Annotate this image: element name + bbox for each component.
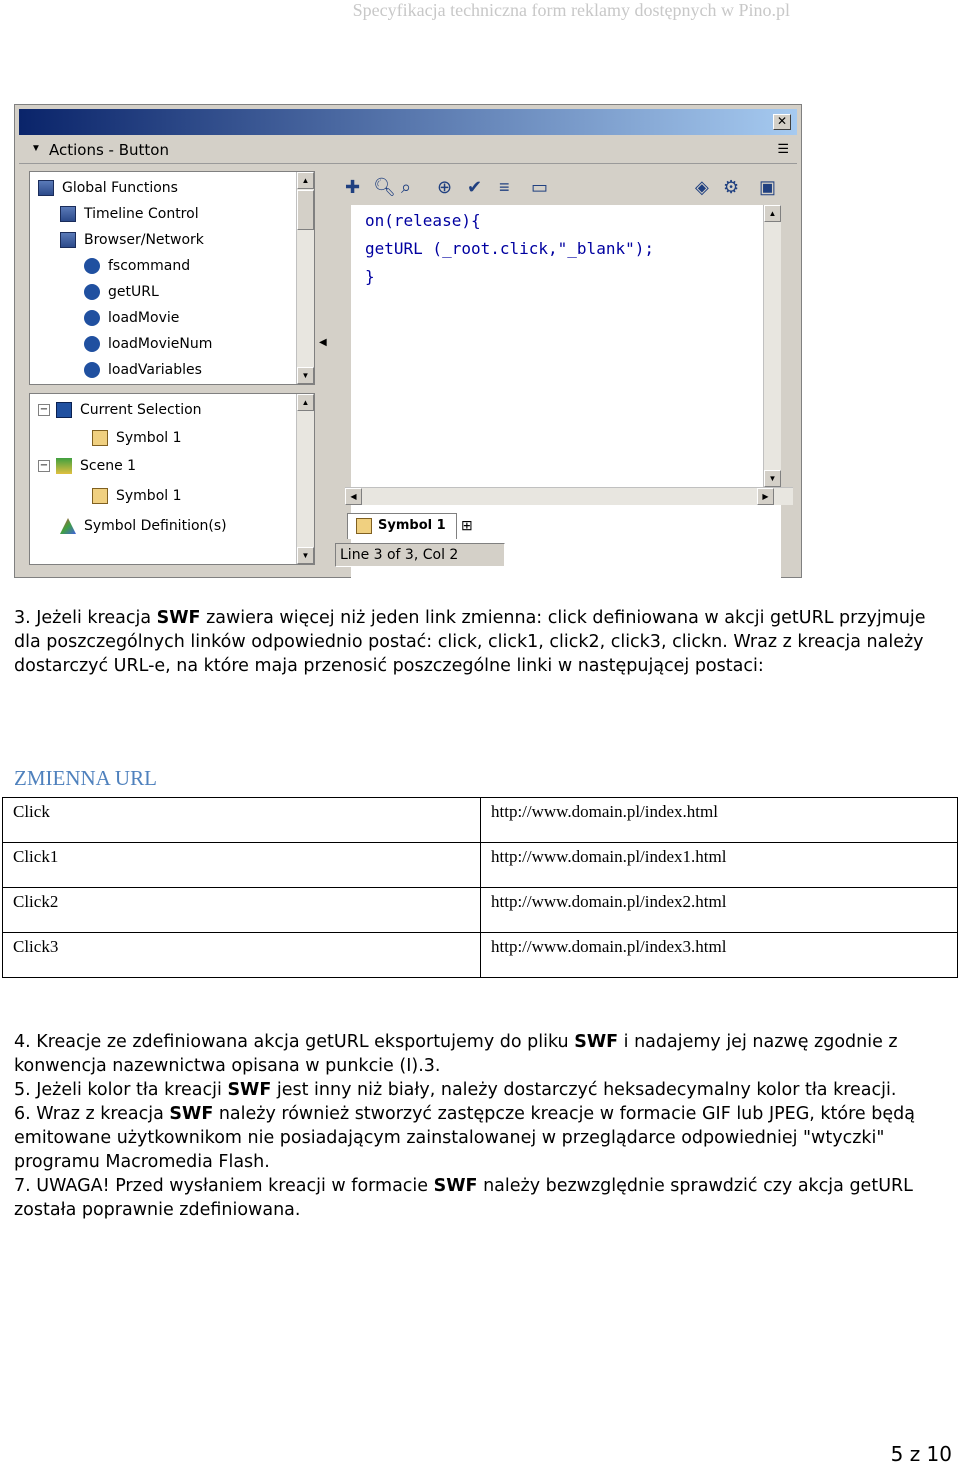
panel-menu-icon[interactable]: ☰ xyxy=(777,141,789,156)
code-line: getURL (_root.click,"_blank"); xyxy=(365,239,654,258)
panel-title: Actions - Button xyxy=(49,141,169,159)
scroll-left-icon[interactable]: ◀ xyxy=(345,488,362,505)
function-item[interactable]: Timeline Control xyxy=(60,206,199,222)
scroll-up-icon[interactable]: ▲ xyxy=(297,394,314,411)
symbol-icon xyxy=(92,430,108,446)
functions-pane xyxy=(29,171,315,385)
page-number: 5 z 10 xyxy=(890,1442,952,1466)
action-icon xyxy=(84,258,100,274)
panel-header xyxy=(19,137,797,164)
variable-cell: Click xyxy=(3,798,481,843)
function-item[interactable]: loadMovie xyxy=(84,310,179,326)
book-icon xyxy=(60,206,76,222)
url-table xyxy=(2,797,958,978)
selection-icon xyxy=(56,402,72,418)
tree-item[interactable]: Symbol 1 xyxy=(92,488,182,504)
target-icon[interactable]: ⊕ xyxy=(437,177,453,197)
scroll-right-icon[interactable]: ▶ xyxy=(757,488,774,505)
close-button[interactable]: ✕ xyxy=(773,114,791,130)
table-row xyxy=(3,933,958,978)
action-icon xyxy=(84,336,100,352)
function-item[interactable]: loadMovieNum xyxy=(84,336,212,352)
scroll-down-icon[interactable]: ▼ xyxy=(297,367,314,384)
book-icon xyxy=(38,180,54,196)
code-line: on(release){ xyxy=(365,211,481,230)
point-7: 7. UWAGA! Przed wysłaniem kreacji w formacie SWF należy bezwzględnie sprawdzić czy akcja getURL została poprawnie zdefiniowana. xyxy=(14,1176,913,1220)
hints-icon[interactable]: ▭ xyxy=(531,177,549,197)
function-item[interactable]: getURL xyxy=(84,284,159,300)
book-icon xyxy=(60,232,76,248)
collapse-arrow-icon[interactable]: ▼ xyxy=(31,143,41,154)
view-options-icon[interactable]: ▣ xyxy=(759,177,777,197)
tree-item[interactable]: − Scene 1 xyxy=(39,458,137,474)
tree-item[interactable]: − Current Selection xyxy=(39,402,202,418)
functions-scrollbar[interactable] xyxy=(296,172,314,384)
function-item[interactable]: loadVariables xyxy=(84,362,202,378)
table-row xyxy=(3,798,958,843)
title-bar xyxy=(19,109,797,135)
editor-hscrollbar[interactable] xyxy=(345,487,793,505)
function-item[interactable]: fscommand xyxy=(84,258,190,274)
variable-cell: Click1 xyxy=(3,843,481,888)
status-bar: Line 3 of 3, Col 2 xyxy=(335,543,505,567)
tree-pane xyxy=(29,393,315,565)
scroll-up-icon[interactable]: ▲ xyxy=(764,205,781,222)
points-list xyxy=(14,1030,954,1222)
symbol-icon xyxy=(356,518,372,534)
code-line: } xyxy=(365,267,375,286)
action-icon xyxy=(84,362,100,378)
find-icon[interactable]: 🔍︎ xyxy=(373,177,396,197)
scroll-up-icon[interactable]: ▲ xyxy=(297,172,314,189)
point-6: 6. Wraz z kreacja SWF należy również stworzyć zastępcze kreacje w formacie GIF lub JPEG, które będą emitowane użytkownikom nie posiadającym zainstalowanej w przeglądarce odpowiedniej "wtyczki" programu Macromedia Flash. xyxy=(14,1104,915,1172)
definition-icon xyxy=(60,518,76,534)
variable-cell: Click3 xyxy=(3,933,481,978)
function-item[interactable]: Browser/Network xyxy=(60,232,204,248)
point-5: 5. Jeżeli kolor tła kreacji SWF jest inny niż biały, należy dostarczyć heksadecymalny kolor tła kreacji. xyxy=(14,1080,897,1100)
paragraph-3: 3. Jeżeli kreacja SWF zawiera więcej niż jeden link zmienna: click definiowana w akcji getURL przyjmuje dla poszczególnych linków odpowiednio postać: click, click1, click2, click3, clickn. Wraz z kreacja należy dostarczyć URL-e, na które maja przenosić poszczególne linki w następującej postaci: xyxy=(14,608,926,676)
url-cell: http://www.domain.pl/index.html xyxy=(481,798,958,843)
function-item[interactable]: Global Functions xyxy=(38,180,178,196)
scroll-thumb[interactable] xyxy=(297,190,314,230)
tab-symbol-1[interactable]: Symbol 1 xyxy=(347,513,457,539)
action-icon xyxy=(84,284,100,300)
splitter-arrow-icon[interactable]: ◀ xyxy=(319,337,327,348)
url-cell: http://www.domain.pl/index2.html xyxy=(481,888,958,933)
actions-window xyxy=(14,104,802,578)
scene-icon xyxy=(56,458,72,474)
symbol-icon xyxy=(92,488,108,504)
table-heading: ZMIENNA URL xyxy=(14,766,157,790)
action-icon xyxy=(84,310,100,326)
pin-icon[interactable]: ⊞ xyxy=(461,517,473,533)
tree-item[interactable]: Symbol 1 xyxy=(92,430,182,446)
scroll-down-icon[interactable]: ▼ xyxy=(297,547,314,564)
variable-cell: Click2 xyxy=(3,888,481,933)
tree-scrollbar[interactable] xyxy=(296,394,314,564)
url-cell: http://www.domain.pl/index3.html xyxy=(481,933,958,978)
format-icon[interactable]: ≡ xyxy=(499,177,510,197)
debug-icon[interactable]: ◈ xyxy=(695,177,709,197)
url-cell: http://www.domain.pl/index1.html xyxy=(481,843,958,888)
editor-scrollbar[interactable] xyxy=(763,205,781,487)
point-4: 4. Kreacje ze zdefiniowana akcja getURL eksportujemy do pliku SWF i nadajemy jej nazwę zgodnie z konwencja nazewnictwa opisana w punkcie (I).3. xyxy=(14,1032,898,1076)
scroll-down-icon[interactable]: ▼ xyxy=(764,470,781,487)
table-row xyxy=(3,843,958,888)
replace-icon[interactable]: ⌕ xyxy=(401,177,412,197)
reference-icon[interactable]: ⚙ xyxy=(723,177,740,197)
header-text: Specyfikacja techniczna form reklamy dostępnych w Pino.pl xyxy=(352,0,790,20)
tree-item[interactable]: Symbol Definition(s) xyxy=(60,518,227,534)
table-row xyxy=(3,888,958,933)
check-syntax-icon[interactable]: ✔ xyxy=(467,177,483,197)
add-icon[interactable]: ✚ xyxy=(345,177,361,197)
